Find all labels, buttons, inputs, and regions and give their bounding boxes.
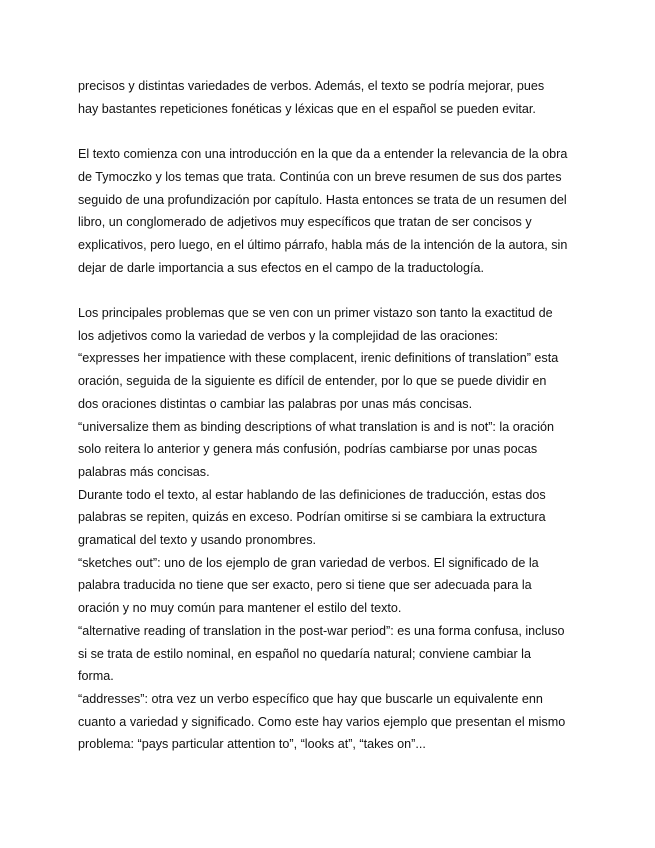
text-line: si se trata de estilo nominal, en español no quedaría natural; conviene cambiar la bbox=[78, 646, 531, 661]
text-line: oración y no muy común para mantener el estilo del texto. bbox=[78, 601, 402, 616]
text-line: El texto comienza con una introducción en la que da a entender la relevancia de la obra bbox=[78, 147, 568, 162]
text-line: los adjetivos como la variedad de verbos y la complejidad de las oraciones: bbox=[78, 328, 499, 343]
text-line: “alternative reading of translation in the post-war period”: es una forma confusa, incluso bbox=[78, 623, 565, 638]
document-body bbox=[78, 75, 578, 779]
text-line: hay bastantes repeticiones fonéticas y léxicas que en el español se pueden evitar. bbox=[78, 101, 536, 116]
text-line: Los principales problemas que se ven con un primer vistazo son tanto la exactitud de bbox=[78, 306, 553, 320]
text-line: solo reitera lo anterior y genera más confusión, podrías cambiarse por unas pocas bbox=[78, 442, 538, 457]
text-line: palabra traducida no tiene que ser exacto, pero si tiene que ser adecuada para la bbox=[78, 578, 532, 593]
paragraph-1 bbox=[78, 75, 578, 120]
text-line: oración, seguida de la siguiente es difícil de entender, por lo que se puede dividir en bbox=[78, 374, 547, 389]
text-line: problema: “pays particular attention to”, “looks at”, “takes on”... bbox=[78, 737, 426, 752]
text-line: “sketches out”: uno de los ejemplo de gran variedad de verbos. El significado de la bbox=[78, 555, 539, 570]
text-line: cuanto a variedad y significado. Como este hay varios ejemplo que presentan el mismo bbox=[78, 714, 566, 729]
paragraph-3 bbox=[78, 302, 578, 756]
paragraph-2 bbox=[78, 143, 578, 279]
text-line: “addresses”: otra vez un verbo específico que hay que buscarle un equivalente enn bbox=[78, 691, 543, 706]
text-line: precisos y distintas variedades de verbos. Además, el texto se podría mejorar, pues bbox=[78, 79, 545, 93]
text-line: forma. bbox=[78, 669, 114, 684]
text-line: seguido de una profundización por capítulo. Hasta entonces se trata de un resumen del bbox=[78, 192, 567, 207]
text-line: explicativos, pero luego, en el último párrafo, habla más de la intención de la autora, sin bbox=[78, 237, 568, 252]
text-line: libro, un conglomerado de adjetivos muy específicos que tratan de ser concisos y bbox=[78, 215, 532, 230]
text-line: dos oraciones distintas o cambiar las palabras por unas más concisas. bbox=[78, 396, 473, 411]
text-line: gramatical del texto y usando pronombres. bbox=[78, 533, 317, 548]
text-line: Durante todo el texto, al estar hablando de las definiciones de traducción, estas dos bbox=[78, 487, 546, 502]
text-line: palabras más concisas. bbox=[78, 464, 210, 479]
text-line: de Tymoczko y los temas que trata. Continúa con un breve resumen de sus dos partes bbox=[78, 169, 562, 184]
text-line: “expresses her impatience with these complacent, irenic definitions of translation” esta bbox=[78, 351, 559, 366]
text-line: dejar de darle importancia a sus efectos en el campo de la traductología. bbox=[78, 260, 485, 275]
text-line: “universalize them as binding descriptions of what translation is and is not”: la oración bbox=[78, 419, 555, 434]
text-line: palabras se repiten, quizás en exceso. Podrían omitirse si se cambiara la extructura bbox=[78, 510, 546, 525]
